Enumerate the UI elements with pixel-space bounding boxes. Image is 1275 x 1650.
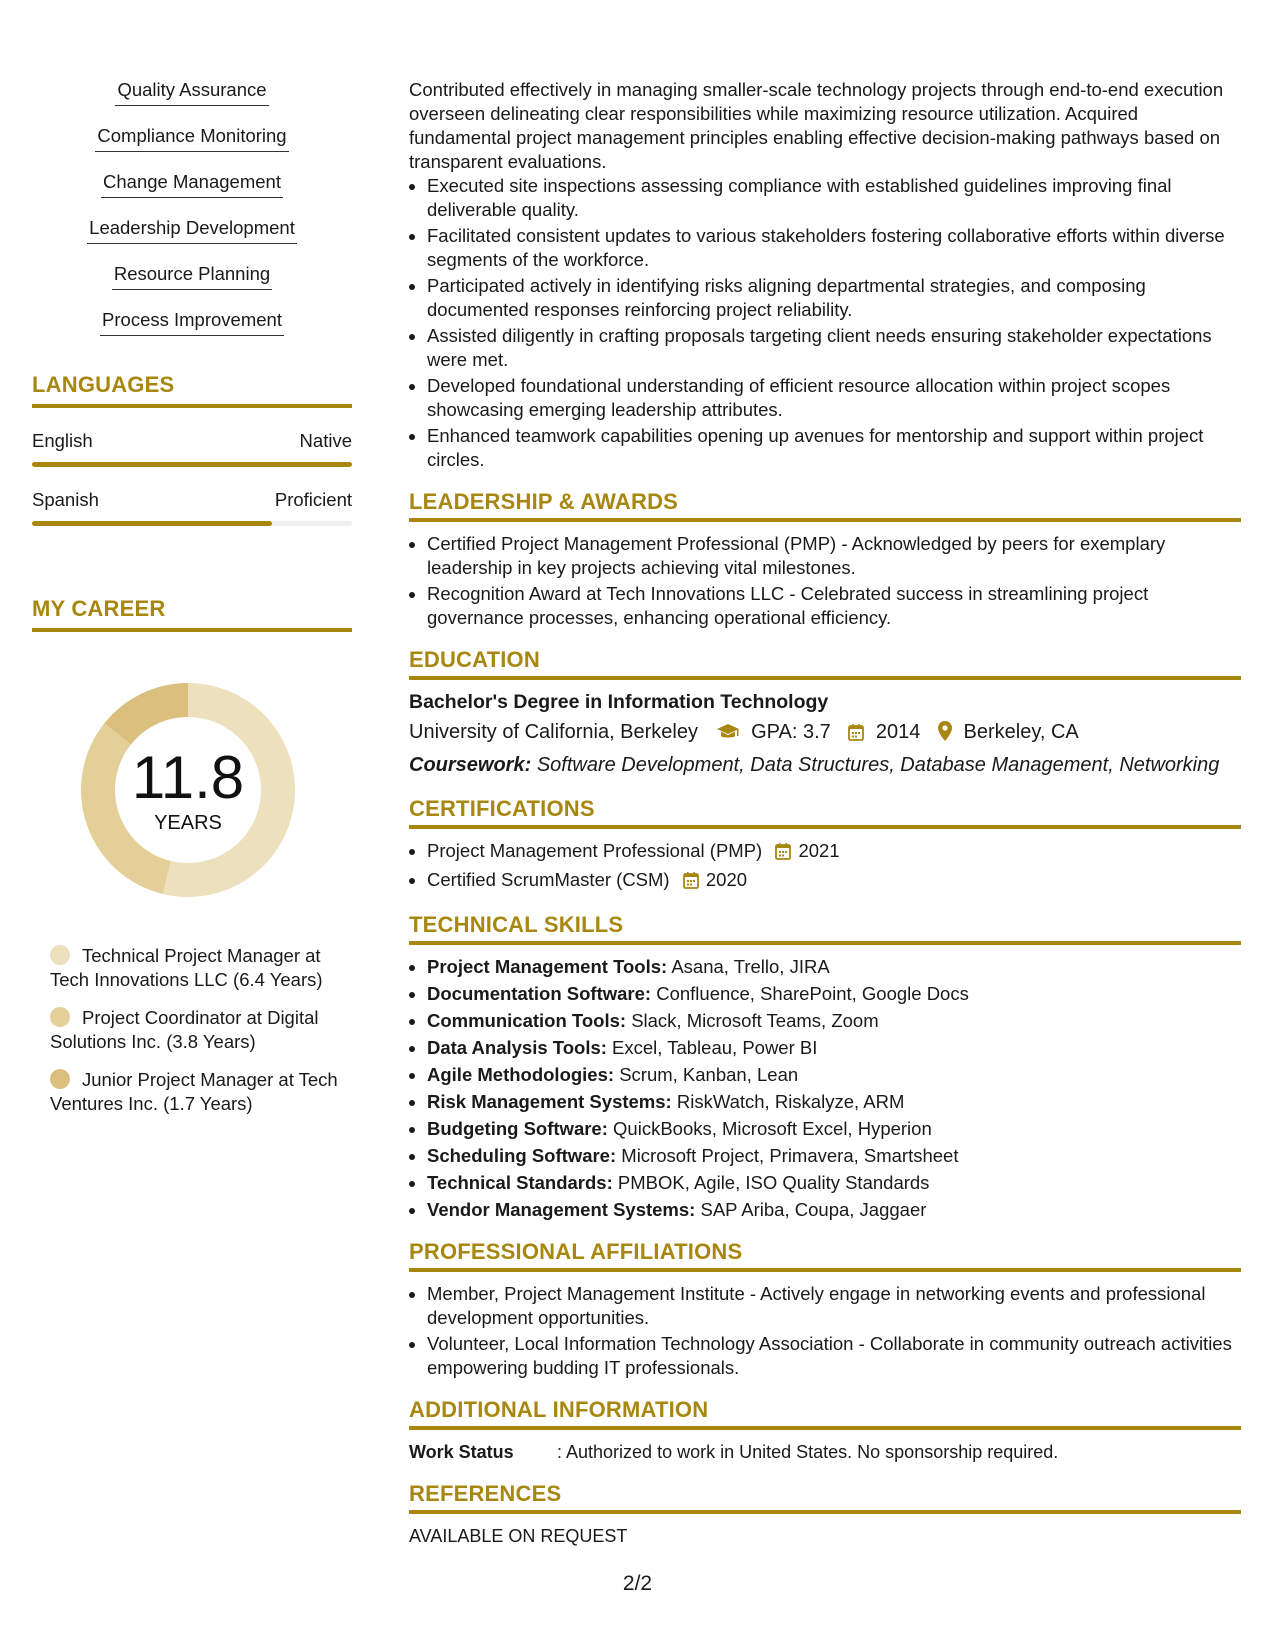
additional-info-heading: ADDITIONAL INFORMATION: [409, 1398, 1241, 1430]
language-name: Spanish: [32, 489, 99, 510]
education-heading: EDUCATION: [409, 648, 1241, 680]
affiliation-item: • Volunteer, Local Information Technology Association - Collaborate in community outreach activities empowering budding IT professionals.: [427, 1332, 1241, 1380]
technical-skills-heading: TECHNICAL SKILLS: [409, 913, 1241, 945]
coursework-line: [409, 751, 1241, 779]
affiliation-item: • Member, Project Management Institute - Actively engage in networking events and professional development opportunities.: [427, 1282, 1241, 1330]
certification-name: Project Management Professional (PMP): [427, 840, 763, 861]
tech-skill-label: Budgeting Software:: [427, 1118, 608, 1139]
tech-skill-item: [427, 1090, 1241, 1114]
legend-label: Technical Project Manager at Tech Innovations LLC (6.4 Years): [50, 945, 323, 990]
career-years-label: YEARS: [154, 812, 222, 834]
career-legend-item: [50, 944, 340, 992]
legend-dot: [50, 1007, 70, 1027]
tech-skill-item: [427, 1117, 1241, 1141]
experience-bullet: • Facilitated consistent updates to various stakeholders fostering collaborative efforts within diverse segments of the workforce.: [427, 224, 1241, 272]
tech-skill-label: Risk Management Systems:: [427, 1091, 672, 1112]
language-bar: [32, 521, 352, 526]
certification-item: [427, 868, 1241, 895]
language-bar-fill: [32, 521, 272, 526]
tech-skill-item: [427, 982, 1241, 1006]
tech-skill-label: Project Management Tools:: [427, 956, 668, 977]
skill-label: Leadership Development: [87, 216, 297, 244]
tech-skill-value: Microsoft Project, Primavera, Smartsheet: [621, 1145, 959, 1166]
tech-skill-item: [427, 955, 1241, 979]
graduation-cap-icon: [716, 721, 740, 749]
calendar-icon: [848, 721, 864, 749]
calendar-icon: [775, 842, 791, 866]
certification-year: 2021: [798, 840, 840, 861]
career-heading: MY CAREER: [32, 596, 352, 632]
affiliations-heading: PROFESSIONAL AFFILIATIONS: [409, 1240, 1241, 1272]
tech-skill-value: Asana, Trello, JIRA: [671, 956, 830, 977]
skill-item: [32, 262, 352, 290]
certifications-list: [409, 839, 1241, 895]
tech-skill-value: QuickBooks, Microsoft Excel, Hyperion: [613, 1118, 932, 1139]
certification-name: Certified ScrumMaster (CSM): [427, 869, 670, 890]
certification-year: 2020: [705, 869, 748, 890]
languages-heading: LANGUAGES: [32, 372, 352, 408]
page-number: 2/2: [622, 1572, 653, 1595]
skill-item: [32, 124, 352, 152]
degree-title: Bachelor's Degree in Information Technology: [409, 691, 829, 713]
location-pin-icon: [938, 721, 952, 749]
career-donut-chart: [68, 670, 308, 910]
tech-skill-label: Technical Standards:: [427, 1172, 613, 1193]
award-item: • Recognition Award at Tech Innovations LLC - Celebrated success in streamlining project governance processes, enhancing operational efficiency.: [427, 582, 1241, 630]
language-bar-fill: [32, 462, 352, 467]
work-status-row: [409, 1440, 1241, 1464]
experience-bullet: • Enhanced teamwork capabilities opening up avenues for mentorship and support within project circles.: [427, 424, 1241, 472]
tech-skill-value: PMBOK, Agile, ISO Quality Standards: [617, 1172, 930, 1193]
experience-bullet: • Executed site inspections assessing compliance with established guidelines improving final deliverable quality.: [427, 174, 1241, 222]
tech-skill-value: Slack, Microsoft Teams, Zoom: [631, 1010, 879, 1031]
work-status-value: : Authorized to work in United States. No sponsorship required.: [557, 1442, 1059, 1462]
career-total-years: 11.8: [131, 744, 245, 811]
skill-item: [32, 78, 352, 106]
tech-skill-label: Scheduling Software:: [427, 1145, 617, 1166]
language-name: English: [32, 430, 93, 451]
tech-skill-item: [427, 1171, 1241, 1195]
skill-label: Change Management: [101, 170, 283, 198]
award-item: • Certified Project Management Professional (PMP) - Acknowledged by peers for exemplary leadership in key projects achieving vital milestones.: [427, 532, 1241, 580]
experience-bullet: • Participated actively in identifying risks aligning departmental strategies, and composing documented responses reinforcing project reliability.: [427, 274, 1241, 322]
school-name: University of California, Berkeley: [409, 721, 698, 743]
tech-skill-item: [427, 1144, 1241, 1168]
language-entry: [32, 430, 352, 467]
skill-label: Process Improvement: [100, 308, 284, 336]
legend-dot: [50, 945, 70, 965]
calendar-icon: [683, 871, 699, 895]
tech-skill-item: [427, 1198, 1241, 1222]
certifications-heading: CERTIFICATIONS: [409, 797, 1241, 829]
tech-skill-label: Vendor Management Systems:: [427, 1199, 696, 1220]
gpa: GPA: 3.7: [751, 721, 831, 743]
skill-label: Quality Assurance: [115, 78, 268, 106]
awards-heading: LEADERSHIP & AWARDS: [409, 490, 1241, 522]
legend-label: Junior Project Manager at Tech Ventures Inc. (1.7 Years): [50, 1069, 338, 1114]
left-column: [32, 78, 352, 1130]
career-legend: [32, 944, 340, 1116]
experience-bullets: [409, 174, 1241, 472]
coursework-list: Software Development, Data Structures, Database Management, Networking: [536, 754, 1220, 776]
tech-skill-value: RiskWatch, Riskalyze, ARM: [676, 1091, 905, 1112]
language-level: Native: [299, 430, 352, 451]
experience-intro: Contributed effectively in managing smaller-scale technology projects through end-to-end execution overseen delineating clear responsibilities while maximizing resource utilization. Acquired fundamental project management principles enabling effective decision-making pathways based on transparent evaluations.: [409, 79, 1224, 172]
tech-skill-item: [427, 1036, 1241, 1060]
legend-dot: [50, 1069, 70, 1089]
skill-label: Compliance Monitoring: [95, 124, 288, 152]
skill-item: [32, 308, 352, 336]
tech-skill-value: Confluence, SharePoint, Google Docs: [656, 983, 969, 1004]
tech-skill-label: Communication Tools:: [427, 1010, 627, 1031]
coursework-label: Coursework:: [409, 754, 532, 776]
language-bar: [32, 462, 352, 467]
skill-label: Resource Planning: [112, 262, 272, 290]
references-heading: REFERENCES: [409, 1482, 1241, 1514]
tech-skill-label: Data Analysis Tools:: [427, 1037, 607, 1058]
right-column: [409, 78, 1241, 1548]
language-level: Proficient: [274, 489, 352, 510]
experience-bullet: • Developed foundational understanding of efficient resource allocation within project scopes showcasing emerging leadership attributes.: [427, 374, 1241, 422]
references-text: AVAILABLE ON REQUEST: [409, 1526, 628, 1546]
experience-bullet: • Assisted diligently in crafting proposals targeting client needs ensuring stakeholder expectations were met.: [427, 324, 1241, 372]
legend-label: Project Coordinator at Digital Solutions Inc. (3.8 Years): [50, 1007, 319, 1052]
skills-list: [32, 78, 352, 336]
education-details: [409, 718, 1241, 749]
tech-skill-item: [427, 1063, 1241, 1087]
skill-item: [32, 216, 352, 244]
tech-skill-value: Scrum, Kanban, Lean: [619, 1064, 799, 1085]
language-entry: [32, 489, 352, 526]
career-legend-item: [50, 1068, 340, 1116]
work-status-label: Work Status: [409, 1442, 514, 1462]
tech-skill-item: [427, 1009, 1241, 1033]
awards-list: [409, 532, 1241, 630]
education-location: Berkeley, CA: [963, 721, 1079, 743]
tech-skill-label: Agile Methodologies:: [427, 1064, 615, 1085]
tech-skill-value: Excel, Tableau, Power BI: [612, 1037, 818, 1058]
tech-skill-label: Documentation Software:: [427, 983, 652, 1004]
technical-skills-list: [409, 955, 1241, 1222]
affiliations-list: [409, 1282, 1241, 1380]
tech-skill-value: SAP Ariba, Coupa, Jaggaer: [700, 1199, 927, 1220]
graduation-year: 2014: [875, 721, 921, 743]
certification-item: [427, 839, 1241, 866]
career-legend-item: [50, 1006, 340, 1054]
skill-item: [32, 170, 352, 198]
